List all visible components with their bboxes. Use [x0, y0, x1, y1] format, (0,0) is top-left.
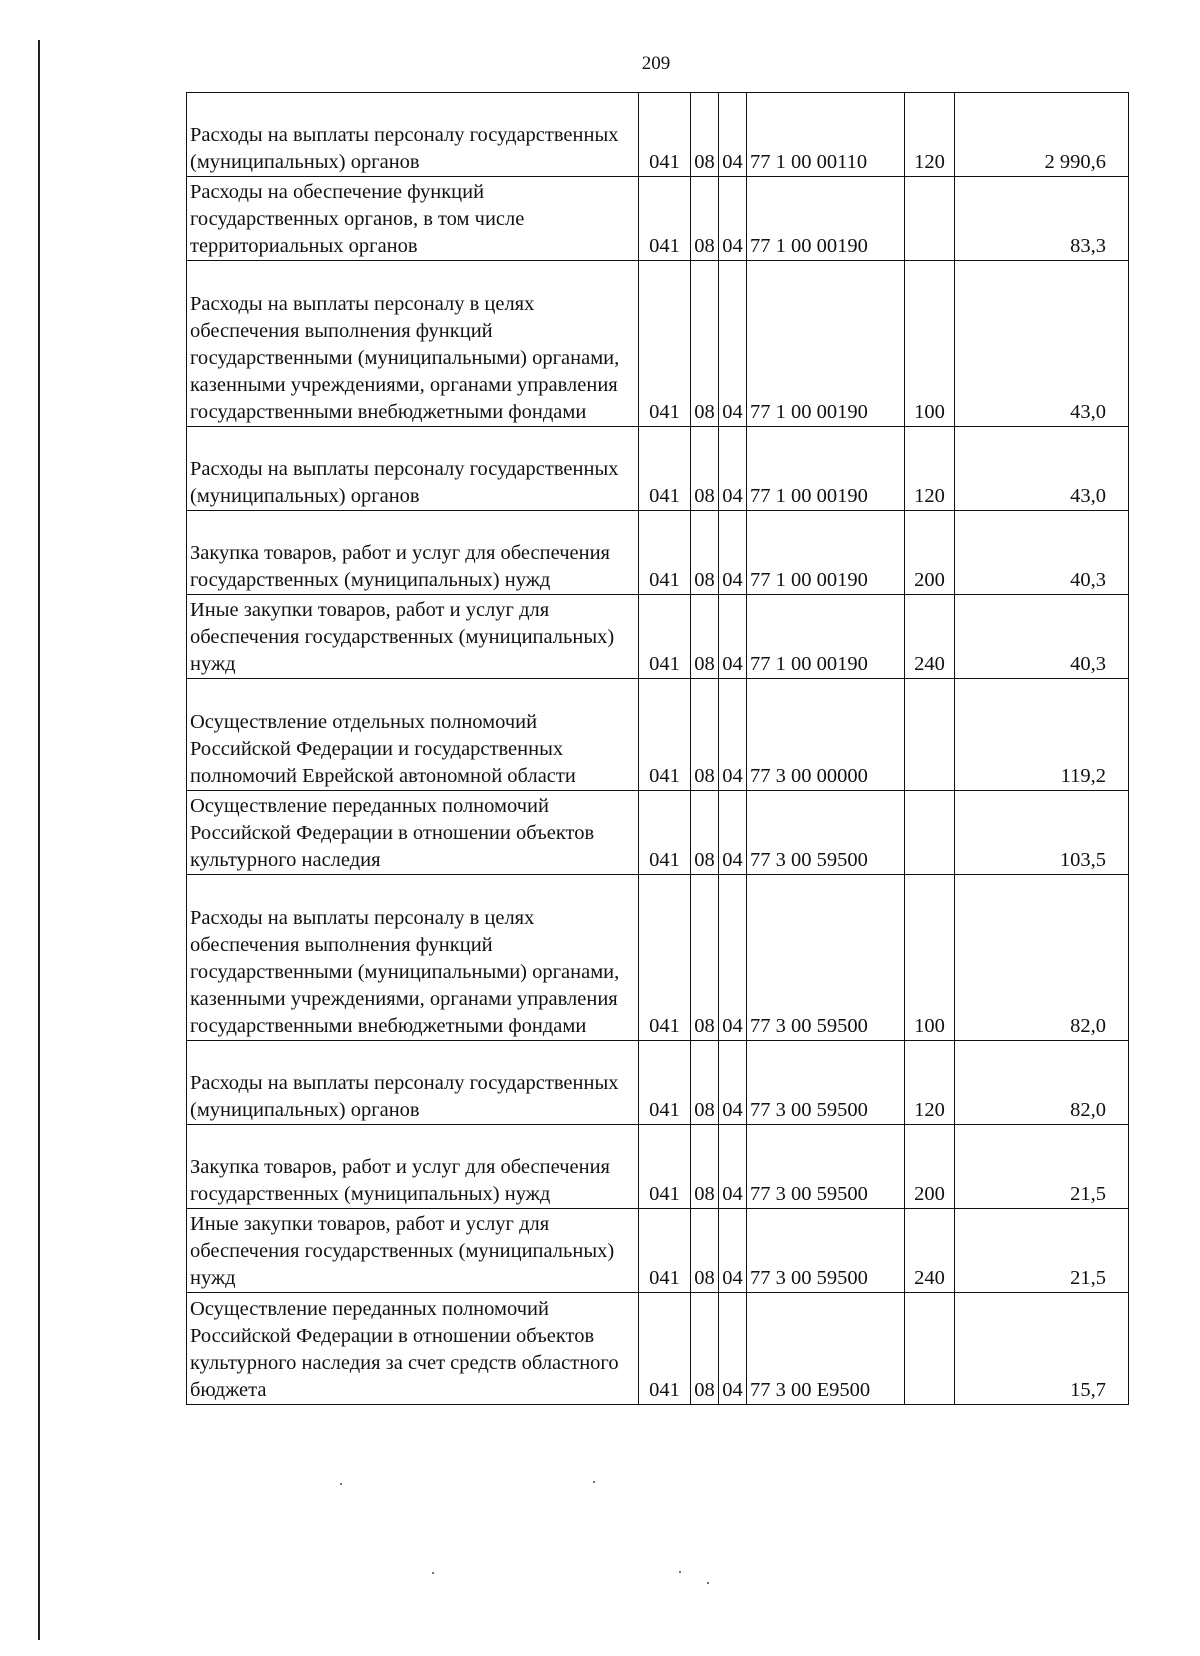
table-row [187, 261, 1129, 427]
row-gov-code: 041 [639, 1293, 691, 1405]
row-article: 77 1 00 00110 [747, 93, 905, 177]
row-gov-code: 041 [639, 1041, 691, 1125]
table-row [187, 177, 1129, 261]
row-section: 08 [691, 791, 719, 875]
row-article: 77 3 00 59500 [747, 875, 905, 1041]
row-section: 08 [691, 1125, 719, 1209]
scan-edge-line [38, 40, 40, 1640]
budget-table-body [187, 93, 1129, 1405]
row-section: 08 [691, 1041, 719, 1125]
row-section: 08 [691, 177, 719, 261]
scan-speck [679, 1571, 681, 1573]
row-amount: 40,3 [955, 511, 1129, 595]
row-article: 77 3 00 Е9500 [747, 1293, 905, 1405]
row-expense-type: 120 [905, 1041, 955, 1125]
row-section: 08 [691, 261, 719, 427]
row-amount: 103,5 [955, 791, 1129, 875]
row-gov-code: 041 [639, 177, 691, 261]
row-expense-type: 100 [905, 875, 955, 1041]
scan-speck [340, 1483, 342, 1485]
row-amount: 83,3 [955, 177, 1129, 261]
row-expense-type [905, 679, 955, 791]
row-gov-code: 041 [639, 1209, 691, 1293]
row-subsection: 04 [719, 1125, 747, 1209]
row-section: 08 [691, 679, 719, 791]
row-name: Расходы на выплаты персоналу в целях обеспечения выполнения функций государственными (муниципальными) органами, казенными учреждениями, органами управления государственными внебюджетными фондами [187, 875, 639, 1041]
row-name: Закупка товаров, работ и услуг для обеспечения государственных (муниципальных) нужд [187, 511, 639, 595]
row-amount: 15,7 [955, 1293, 1129, 1405]
row-expense-type: 200 [905, 1125, 955, 1209]
row-article: 77 3 00 59500 [747, 791, 905, 875]
table-row [187, 1041, 1129, 1125]
table-row [187, 93, 1129, 177]
row-expense-type: 240 [905, 1209, 955, 1293]
row-amount: 43,0 [955, 261, 1129, 427]
table-row [187, 427, 1129, 511]
row-subsection: 04 [719, 791, 747, 875]
row-section: 08 [691, 1209, 719, 1293]
row-gov-code: 041 [639, 1125, 691, 1209]
row-article: 77 3 00 59500 [747, 1125, 905, 1209]
row-expense-type [905, 1293, 955, 1405]
row-section: 08 [691, 875, 719, 1041]
row-expense-type: 120 [905, 427, 955, 511]
row-section: 08 [691, 427, 719, 511]
row-name: Иные закупки товаров, работ и услуг для обеспечения государственных (муниципальных) нужд [187, 1209, 639, 1293]
row-subsection: 04 [719, 93, 747, 177]
row-name: Иные закупки товаров, работ и услуг для обеспечения государственных (муниципальных) нужд [187, 595, 639, 679]
table-row [187, 1293, 1129, 1405]
row-name: Расходы на выплаты персоналу государственных (муниципальных) органов [187, 1041, 639, 1125]
scan-speck [593, 1481, 595, 1483]
row-subsection: 04 [719, 261, 747, 427]
row-expense-type: 240 [905, 595, 955, 679]
row-subsection: 04 [719, 1293, 747, 1405]
row-name: Расходы на выплаты персоналу государственных (муниципальных) органов [187, 427, 639, 511]
row-amount: 2 990,6 [955, 93, 1129, 177]
row-subsection: 04 [719, 1209, 747, 1293]
row-gov-code: 041 [639, 261, 691, 427]
row-amount: 119,2 [955, 679, 1129, 791]
scan-speck [707, 1582, 709, 1584]
row-gov-code: 041 [639, 427, 691, 511]
table-row [187, 679, 1129, 791]
row-expense-type: 120 [905, 93, 955, 177]
scan-speck [432, 1572, 434, 1574]
row-gov-code: 041 [639, 595, 691, 679]
row-amount: 43,0 [955, 427, 1129, 511]
row-section: 08 [691, 511, 719, 595]
row-gov-code: 041 [639, 511, 691, 595]
row-gov-code: 041 [639, 679, 691, 791]
row-section: 08 [691, 1293, 719, 1405]
row-gov-code: 041 [639, 875, 691, 1041]
row-article: 77 1 00 00190 [747, 511, 905, 595]
table-row [187, 791, 1129, 875]
row-subsection: 04 [719, 875, 747, 1041]
table-row [187, 1209, 1129, 1293]
row-section: 08 [691, 595, 719, 679]
row-subsection: 04 [719, 511, 747, 595]
page-number: 209 [641, 53, 671, 74]
row-section: 08 [691, 93, 719, 177]
row-article: 77 1 00 00190 [747, 261, 905, 427]
table-row [187, 875, 1129, 1041]
row-gov-code: 041 [639, 791, 691, 875]
table-row [187, 595, 1129, 679]
row-article: 77 3 00 00000 [747, 679, 905, 791]
row-amount: 21,5 [955, 1125, 1129, 1209]
row-name: Расходы на выплаты персоналу государственных (муниципальных) органов [187, 93, 639, 177]
row-article: 77 3 00 59500 [747, 1041, 905, 1125]
row-subsection: 04 [719, 679, 747, 791]
table-row [187, 1125, 1129, 1209]
row-name: Расходы на обеспечение функций государственных органов, в том числе территориальных органов [187, 177, 639, 261]
row-gov-code: 041 [639, 93, 691, 177]
row-name: Осуществление переданных полномочий Российской Федерации в отношении объектов культурного наследия за счет средств областного бюджета [187, 1293, 639, 1405]
row-amount: 40,3 [955, 595, 1129, 679]
budget-table [186, 92, 1129, 1405]
row-amount: 21,5 [955, 1209, 1129, 1293]
row-name: Осуществление отдельных полномочий Российской Федерации и государственных полномочий Еврейской автономной области [187, 679, 639, 791]
row-expense-type: 100 [905, 261, 955, 427]
row-article: 77 1 00 00190 [747, 427, 905, 511]
row-amount: 82,0 [955, 1041, 1129, 1125]
row-subsection: 04 [719, 595, 747, 679]
row-subsection: 04 [719, 1041, 747, 1125]
row-expense-type [905, 177, 955, 261]
row-subsection: 04 [719, 177, 747, 261]
row-article: 77 3 00 59500 [747, 1209, 905, 1293]
row-subsection: 04 [719, 427, 747, 511]
row-expense-type [905, 791, 955, 875]
row-amount: 82,0 [955, 875, 1129, 1041]
row-name: Закупка товаров, работ и услуг для обеспечения государственных (муниципальных) нужд [187, 1125, 639, 1209]
row-article: 77 1 00 00190 [747, 177, 905, 261]
row-expense-type: 200 [905, 511, 955, 595]
table-row [187, 511, 1129, 595]
row-name: Осуществление переданных полномочий Российской Федерации в отношении объектов культурного наследия [187, 791, 639, 875]
row-article: 77 1 00 00190 [747, 595, 905, 679]
row-name: Расходы на выплаты персоналу в целях обеспечения выполнения функций государственными (муниципальными) органами, казенными учреждениями, органами управления государственными внебюджетными фондами [187, 261, 639, 427]
